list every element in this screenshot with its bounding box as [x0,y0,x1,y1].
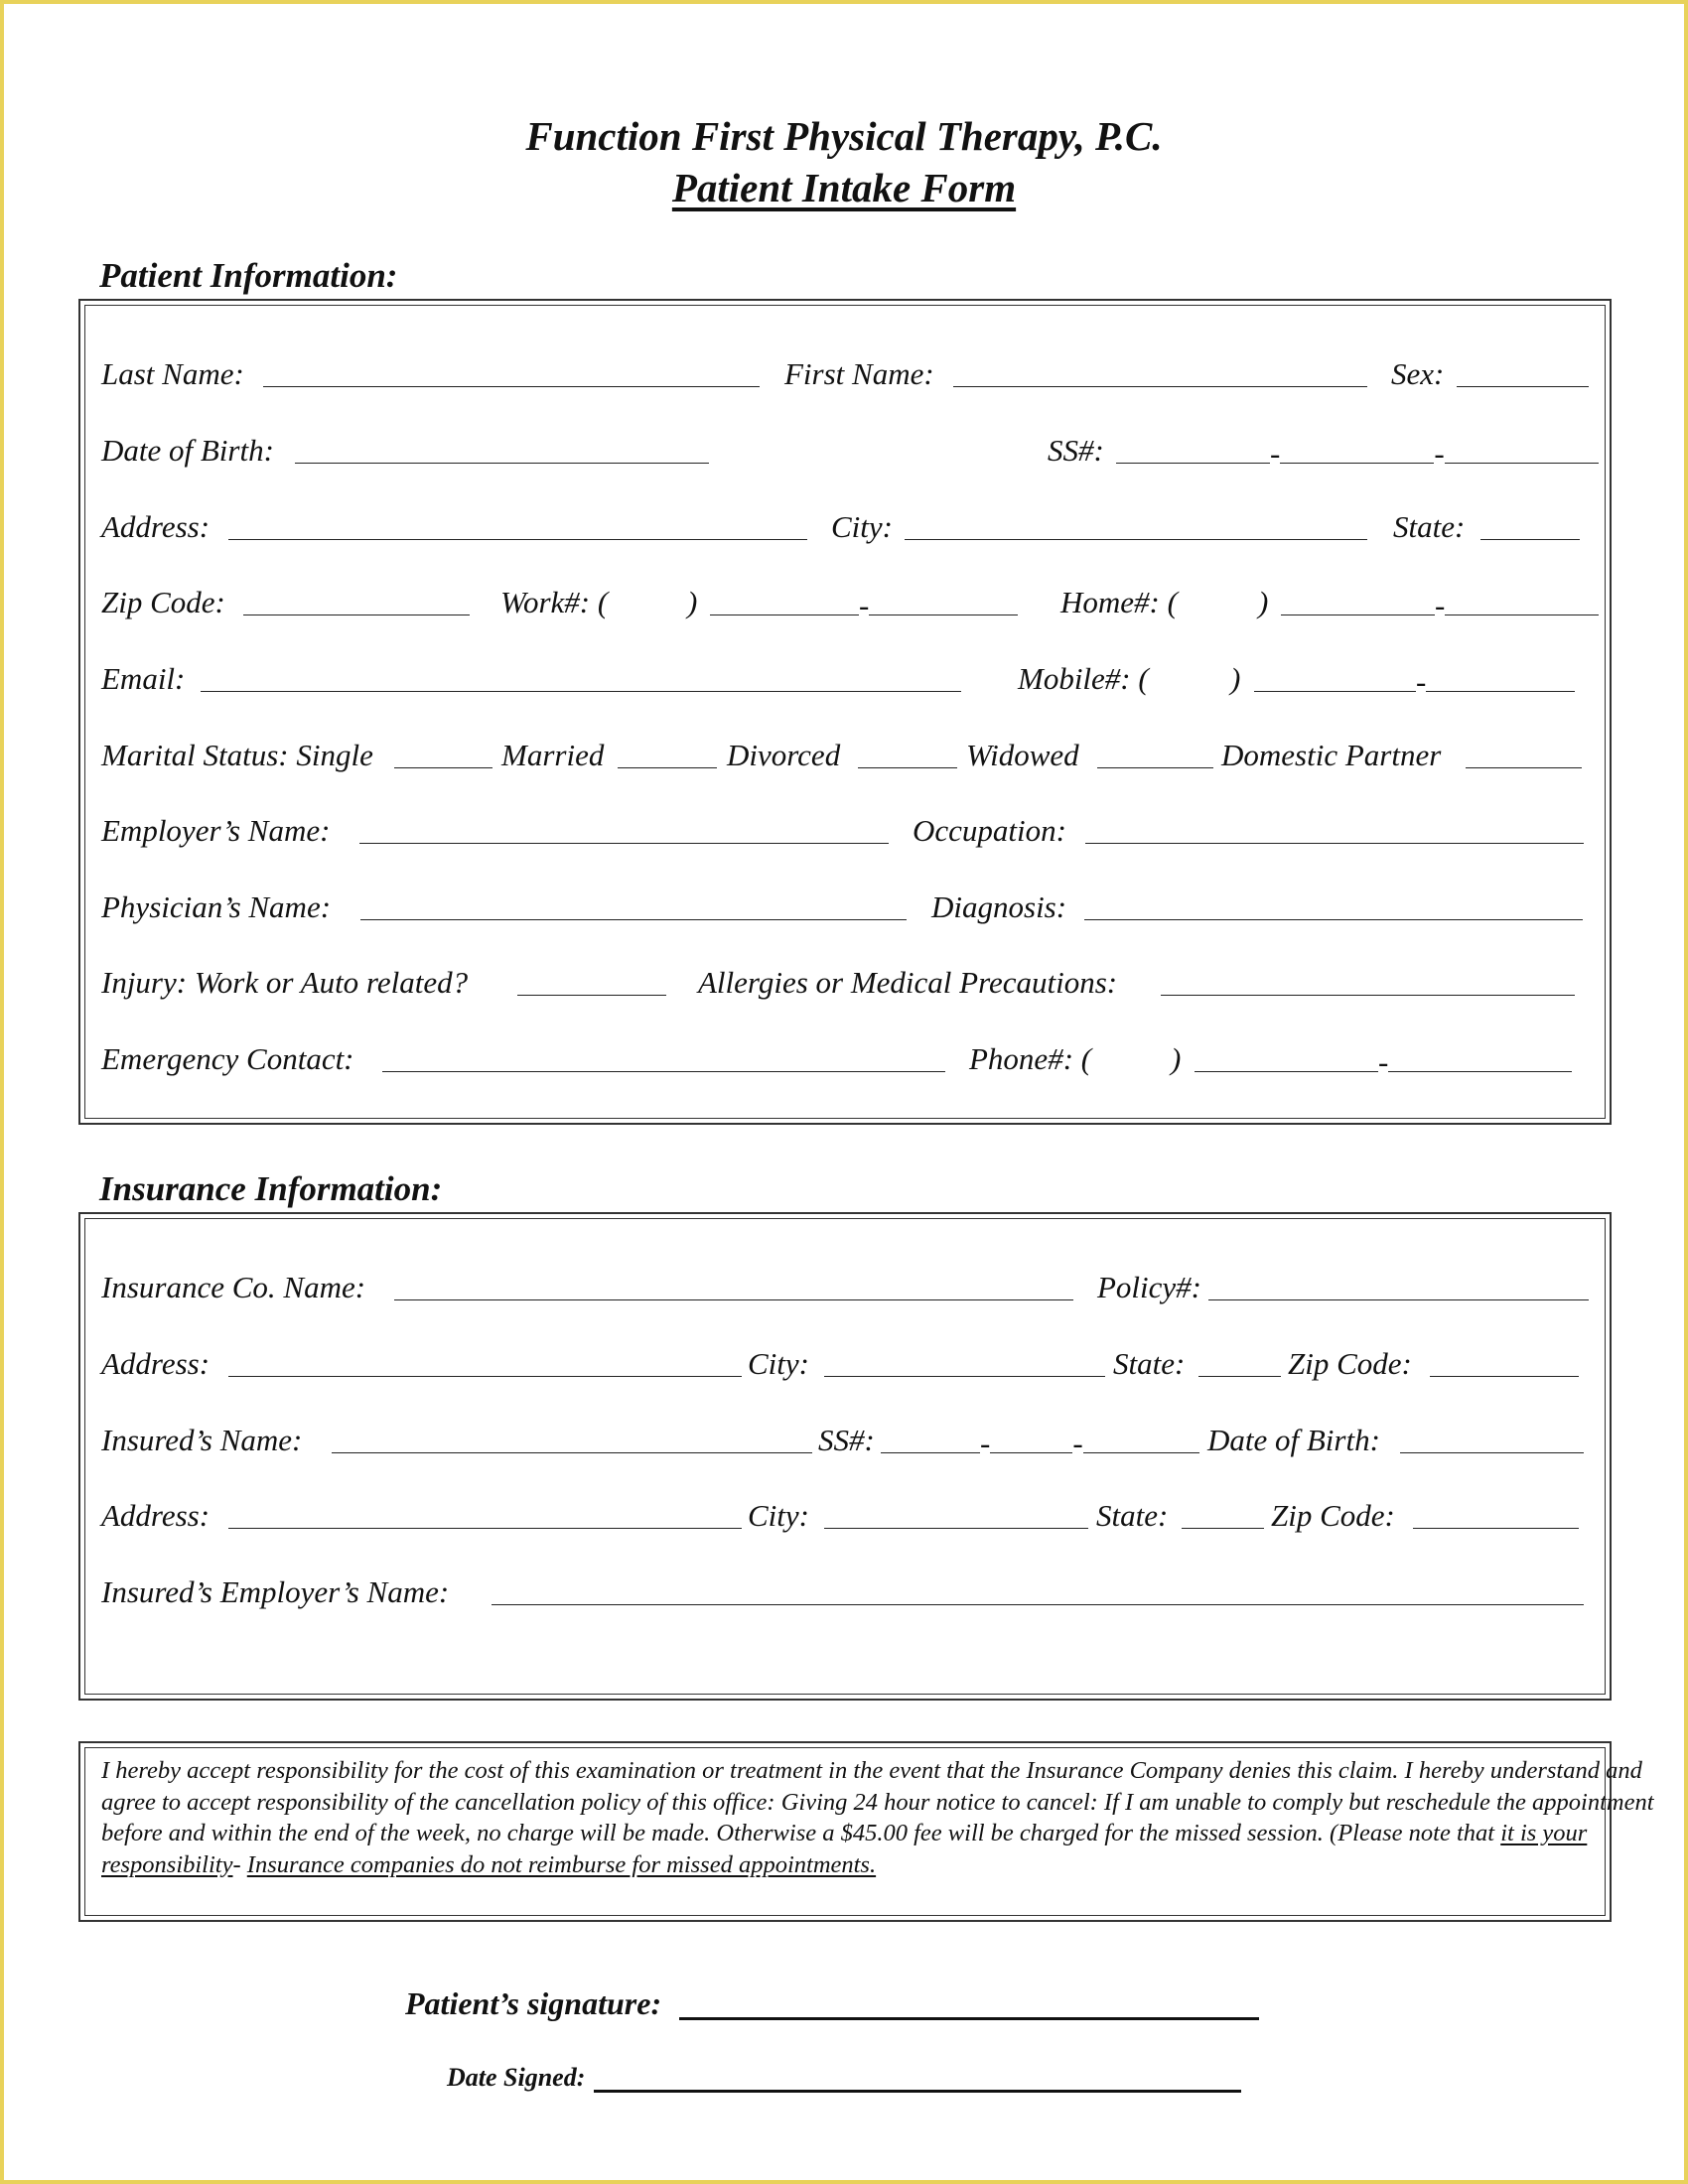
work-phone-field-1[interactable] [710,581,859,615]
injury-field[interactable] [517,961,666,996]
home-phone-field-2[interactable] [1445,581,1599,615]
address-field[interactable] [228,505,807,540]
zip-label: Zip Code: [101,585,225,619]
patient-info-box [78,299,1612,1125]
city-label: City: [831,509,893,544]
insured-ss-field-1[interactable] [881,1419,980,1453]
row-insured-employer [101,1570,1642,1614]
occupation-field[interactable] [1085,809,1584,844]
patient-info-heading: Patient Information: [99,256,398,295]
last-name-label: Last Name: [101,356,244,391]
city-field[interactable] [905,505,1367,540]
work-phone-field-2[interactable] [869,581,1018,615]
emergency-phone-field-2[interactable] [1388,1037,1572,1072]
insurance-info-box [78,1212,1612,1701]
married-field[interactable] [618,734,717,768]
diagnosis-field[interactable] [1084,886,1583,920]
married-label: Married [501,738,605,772]
insured-address-field[interactable] [228,1494,742,1529]
responsibility-underline: it is your responsibility [101,1820,1588,1878]
last-name-field[interactable] [263,352,760,387]
insurance-address-label: Address: [101,1346,211,1381]
emergency-phone-field-1[interactable] [1195,1037,1378,1072]
allergies-label: Allergies or Medical Precautions: [698,965,1118,1000]
single-field[interactable] [394,734,492,768]
row-dob-ss: Date of Birth: SS#: - - [101,429,1642,473]
divorced-label: Divorced [727,738,841,772]
insured-zip-field[interactable] [1413,1494,1579,1529]
occupation-label: Occupation: [913,813,1066,848]
phone-label: Phone#: ( [969,1041,1092,1076]
insured-city-label: City: [748,1498,809,1533]
ss-field-1[interactable] [1116,429,1270,464]
domestic-partner-label: Domestic Partner [1221,738,1442,772]
date-signed-field[interactable] [594,2066,1241,2093]
insured-state-label: State: [1096,1498,1169,1533]
address-label: Address: [101,509,211,544]
ss-label: SS#: [1048,433,1104,468]
injury-label: Injury: Work or Auto related? [101,965,469,1000]
clinic-name: Function First Physical Therapy, P.C. [525,113,1163,159]
allergies-field[interactable] [1161,961,1575,996]
mobile-phone-label: Mobile#: ( [1018,661,1149,696]
row-insurance-address [101,1342,1642,1386]
insured-state-field[interactable] [1182,1494,1264,1529]
ss-field-3[interactable] [1445,429,1599,464]
row-physician [101,886,1642,929]
employer-label: Employer’s Name: [101,813,331,848]
sex-label: Sex: [1391,356,1445,391]
dob-label: Date of Birth: [101,433,274,468]
insured-ss-field-2[interactable] [990,1419,1072,1453]
insurance-zip-label: Zip Code: [1288,1346,1412,1381]
first-name-label: First Name: [784,356,934,391]
work-phone-label: Work#: ( [500,585,609,619]
row-marital [101,734,1642,777]
mobile-phone-field-2[interactable] [1426,657,1575,692]
insurance-info-heading: Insurance Information: [99,1169,443,1208]
insured-address-label: Address: [101,1498,211,1533]
ss-field-2[interactable] [1280,429,1434,464]
widowed-field[interactable] [1097,734,1213,768]
home-phone-label: Home#: ( [1060,585,1178,619]
home-phone-field-1[interactable] [1281,581,1435,615]
marital-status-label: Marital Status: Single [101,738,373,772]
row-address [101,505,1642,549]
form-title: Patient Intake Form [671,165,1017,210]
insurance-company-label: Insurance Co. Name: [101,1270,366,1304]
sex-field[interactable] [1457,352,1589,387]
date-signed-label: Date Signed: [447,2063,586,2092]
widowed-label: Widowed [966,738,1079,772]
physician-field[interactable] [360,886,907,920]
mobile-phone-field-1[interactable] [1254,657,1416,692]
insured-dob-field[interactable] [1400,1419,1584,1453]
insured-ss-field-3[interactable] [1083,1419,1199,1453]
insurance-state-field[interactable] [1198,1342,1281,1377]
divorced-field[interactable] [858,734,957,768]
policy-field[interactable] [1208,1266,1589,1300]
disclaimer-text: I hereby accept responsibility for the cost of this examination or treatment in the event that the Insurance Company denies this claim. I hereby understand and agree to accept responsibility of the cancellation policy of this office: Giving 24 hour notice to cancel: If I am unable to comply but reschedule the appointment before and within the end of the week, no charge will be made. Otherwise a $45.00 fee will be charged for the missed session. (Please note that it is your responsibility- Insurance companies do not reimburse for missed appointments. [101,1757,1654,1878]
disclaimer-box [78,1741,1654,1922]
row-names [101,352,1642,396]
insurance-city-field[interactable] [824,1342,1105,1377]
insured-zip-label: Zip Code: [1271,1498,1395,1533]
email-label: Email: [101,661,186,696]
reimburse-underline: Insurance companies do not reimburse for missed appointments. [246,1850,877,1878]
state-field[interactable] [1480,505,1580,540]
row-insurance-company [101,1266,1642,1309]
insured-employer-label: Insured’s Employer’s Name: [101,1574,450,1609]
employer-field[interactable] [359,809,889,844]
insurance-city-label: City: [748,1346,809,1381]
dob-field[interactable] [295,429,709,464]
insurance-company-field[interactable] [394,1266,1073,1300]
row-injury [101,961,1642,1005]
row-emergency: Emergency Contact: Phone#: ( ) - [101,1037,1642,1081]
physician-label: Physician’s Name: [101,889,332,924]
patient-signature-field[interactable] [679,1993,1259,2020]
domestic-partner-field[interactable] [1466,734,1582,768]
insurance-state-label: State: [1113,1346,1186,1381]
diagnosis-label: Diagnosis: [931,889,1067,924]
insurance-address-field[interactable] [228,1342,742,1377]
emergency-contact-label: Emergency Contact: [101,1041,354,1076]
row-zip-phones: Zip Code: Work#: ( ) - Home#: ( ) - [101,581,1642,624]
policy-label: Policy#: [1097,1270,1202,1304]
email-field[interactable] [201,657,961,692]
emergency-contact-field[interactable] [382,1037,945,1072]
insured-city-field[interactable] [824,1494,1088,1529]
insured-employer-field[interactable] [492,1570,1584,1605]
insured-ss-label: SS#: [818,1423,875,1457]
first-name-field[interactable] [953,352,1367,387]
row-insured-address [101,1494,1642,1538]
row-insured-name: Insured’s Name: SS#: - - Date of Birth: [101,1419,1642,1462]
insurance-zip-field[interactable] [1430,1342,1579,1377]
state-label: State: [1393,509,1466,544]
insured-name-field[interactable] [332,1419,812,1453]
row-employer [101,809,1642,853]
insured-name-label: Insured’s Name: [101,1423,303,1457]
row-email-mobile: Email: Mobile#: ( ) - [101,657,1642,701]
patient-signature-label: Patient’s signature: [405,1985,662,2021]
insured-dob-label: Date of Birth: [1207,1423,1380,1457]
zip-field[interactable] [243,581,470,615]
